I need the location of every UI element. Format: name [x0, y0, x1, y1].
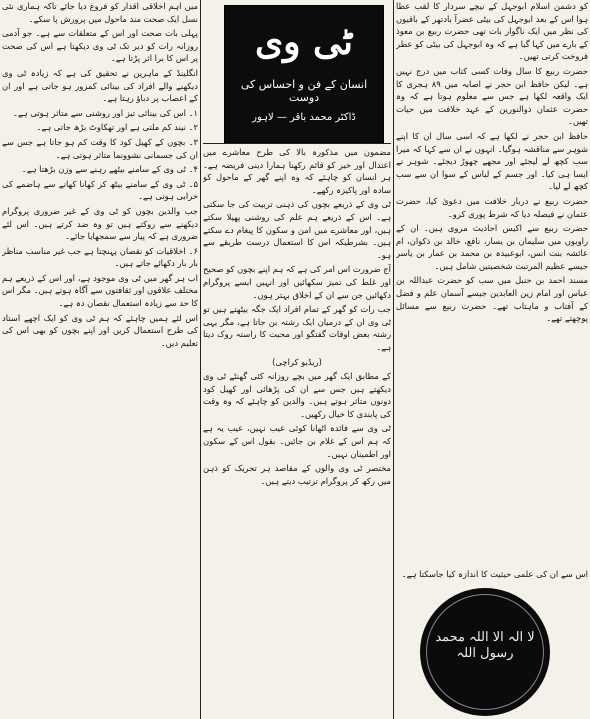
emblem-text: لا الہ الا اللہ محمد رسول اللہ	[435, 630, 535, 661]
paragraph: مضمون میں مذکورہ بالا کی طرح معاشرے میں اعتدال اور خیر کو قائم رکھنا ہمارا دینی فریضہ ہے۔ ہر انسان کو چاہئے کہ وہ اپنے گھر کے ماحول کو سادہ اور پاکیزہ رکھے۔	[203, 147, 391, 195]
article-column-right	[396, 0, 588, 560]
list-item: ۲۔ نیند کم ملتی ہے اور تھکاوٹ بڑھ جاتی ہے۔	[36, 122, 198, 133]
paragraph: حافظ ابن حجر نے لکھا ہے کہ اسی سال ان کا اپنے شوہر سے مناقشہ ہوگیا۔ انہوں نے ان سے کہا کہ میرا سب کچھ لے لیجئے اور مجھے چھوڑ دیجئے۔ شوہر نے ایسا ہی کیا۔ اور جسم کے لباس کے سوا ان سے سب کچھ لے لیا۔	[396, 130, 588, 192]
masthead-title: ٹی وی	[254, 21, 354, 63]
paragraph: ٹی وی سے فائدہ اٹھانا کوئی عیب نہیں، عیب یہ ہے کہ ہم اس کے غلام بن جائیں۔ بقول اس کے سکون اور اطمینان نہیں۔	[203, 423, 391, 459]
paragraph: آج ضرورت اس امر کی ہے کہ ہم اپنے بچوں کو صحیح اور غلط کی تمیز سکھائیں اور انہیں ایسے پروگرام دکھائیں جن سے ان کے اخلاق بہتر ہوں۔	[203, 264, 391, 300]
paragraph: اس لئے ہمیں چاہئے کہ ہم ٹی وی کو ایک اچھے استاد کی طرح استعمال کریں اور اپنے بچوں کو بھی اس کی تعلیم دیں۔	[2, 312, 198, 348]
attribution: (ریڈیو کراچی)	[272, 356, 322, 367]
list-item: ۴۔ ٹی وی کے سامنے بیٹھے رہنے سے وزن بڑھتا ہے۔	[21, 164, 198, 175]
article-column-left	[2, 0, 198, 719]
list-item: ۶۔ اخلاقیات کو نقصان پہنچتا ہے جب غیر مناسب مناظر بار بار دکھائے جاتے ہیں۔	[2, 245, 198, 269]
column-rule-right	[393, 0, 394, 719]
paragraph: انگلینڈ کے ماہرین نے تحقیق کی ہے کہ زیادہ ٹی وی دیکھنے والے افراد کی بینائی کمزور ہو جاتی ہے اور ان کے اعصاب پر دباؤ رہتا ہے۔	[2, 67, 198, 104]
paragraph: جب والدین بچوں کو ٹی وی کے غیر ضروری پروگرام دیکھنے سے روکتے ہیں تو وہ ضد کرتے ہیں۔ اس لئے ضروری ہے کہ پیار سے سمجھایا جائے۔	[2, 205, 198, 242]
list-item: ۱۔ اس کی بینائی تیز اور روشنی سے متاثر ہوتی ہے۔	[12, 107, 198, 118]
masthead-subtitle: انسان کے فن و احساس کی دوست	[240, 78, 368, 104]
calligraphy-emblem	[420, 588, 550, 716]
paragraph: میں اہم اخلاقی اقدار کو فروغ دیا جائے تاکہ ہماری نئی نسل ایک صحت مند ماحول میں پرورش پا سکے۔	[2, 1, 198, 24]
paragraph: پہلی بات صحت اور اس کے متعلقات سے ہے۔ جو آدمی روزانہ رات کو دیر تک ٹی وی دیکھتا ہے اس کی صحت پر اس کا برا اثر پڑتا ہے۔	[2, 28, 198, 64]
paragraph: حضرت ربیع نے دربار خلافت میں دعویٰ کیا، حضرت عثمان نے فیصلہ دیا کہ شرط پوری کرو۔	[396, 195, 588, 219]
paragraph: اس سے ان کی علمی حیثیت کا اندازہ کیا جاسکتا ہے۔	[401, 569, 588, 579]
paragraph: کے مطابق ایک گھر میں بچے روزانہ کئی گھنٹے ٹی وی دیکھتے ہیں جس سے ان کی پڑھائی اور کھیل کود دونوں متاثر ہوتے ہیں۔ والدین کو چاہئے کہ وہ وقت کی پابندی کا خیال رکھیں۔	[203, 371, 391, 419]
masthead-author: ڈاکٹر محمد باقر — لاہور	[252, 112, 356, 123]
paragraph: ٹی وی کے ذریعے بچوں کی ذہنی تربیت کی جا سکتی ہے۔ اس کے ذریعے ہم علم کی روشنی پھیلا سکتے ہیں، اور معاشرے میں امن و سکون کا پیغام دے سکتے ہیں۔ بشرطیکہ اس کا استعمال درست طریقے سے ہو۔	[203, 199, 391, 260]
paragraph: حضرت ربیع کا سال وفات کسی کتاب میں درج نہیں ہے۔ لیکن حافظ ابن حجر نے اصابہ میں ۸۹ ہجری کا ایک واقعہ لکھا ہے جس سے معلوم ہوتا ہے کہ وہ حضرت عثمان ذوالنورین کے عہد خلافت میں حیات تھیں۔	[396, 65, 588, 127]
paragraph: حضرت ربیع سے اکیس احادیث مروی ہیں۔ ان کے راویوں میں سلیمان بن یسار، نافع، خالد بن ذکوان، ام عائشہ بنت انس، ابوعبیدہ بن محمد بن عمار بن یاسر جیسے عظیم المرتبت شخصیتیں شامل ہیں۔	[396, 223, 588, 271]
paragraph: مختصر ٹی وی والوں کے مقاصد ہر تحریک کو ذہن میں رکھ کر پروگرام ترتیب دیتے ہیں۔	[203, 463, 391, 486]
list-item: ۵۔ ٹی وی کے سامنے بیٹھ کر کھانا کھانے سے ہاضمے کی خرابی ہوتی ہے۔	[2, 178, 198, 202]
paragraph: مسند احمد بن حنبل میں سب کو حضرت عبداللہ بن عباس اور امام زین العابدین جیسے آسمان علم و فضل کے آفتاب و ماہتاب تھے۔ حضرت ربیع سے مسائل پوچھتے تھے۔	[396, 275, 588, 324]
article-masthead	[224, 5, 384, 143]
paragraph: کو دشمن اسلام ابوجہل کے نیچے سردار کا لقب عطا ہوا اس کے بعد ابوجہل کی بیٹی عضرآ بادتھر کے باقیوں کی نظر میں ایک ناگوار بات تھی حضرت ربیع بن معوذ کے بارے میں کہا گیا ہے کہ وہ ابوجہل کی بیٹی کو عطر فروخت کرتی تھیں۔	[396, 1, 588, 62]
paragraph: جب رات کو گھر کے تمام افراد ایک جگہ بیٹھتے ہیں تو ٹی وی ان کے درمیان ایک رشتہ بن جاتا ہے، مگر یہی رشتہ بعض اوقات گفتگو اور محبت کا راستہ روک دیتا ہے۔	[203, 304, 391, 352]
column-rule-left	[200, 0, 201, 719]
article-column-middle	[203, 146, 391, 719]
list-item: ۳۔ بچوں کے کھیل کود کا وقت کم ہو جاتا ہے جس سے ان کی جسمانی نشوونما متاثر ہوتی ہے۔	[2, 136, 198, 160]
masthead-rule	[203, 143, 391, 144]
paragraph: اب ہر گھر میں ٹی وی موجود ہے، اور اس کے ذریعے ہم مختلف علاقوں اور ثقافتوں سے آگاہ ہوتے ہیں۔ مگر اس کا حد سے زیادہ استعمال نقصان دہ ہے۔	[2, 272, 198, 309]
